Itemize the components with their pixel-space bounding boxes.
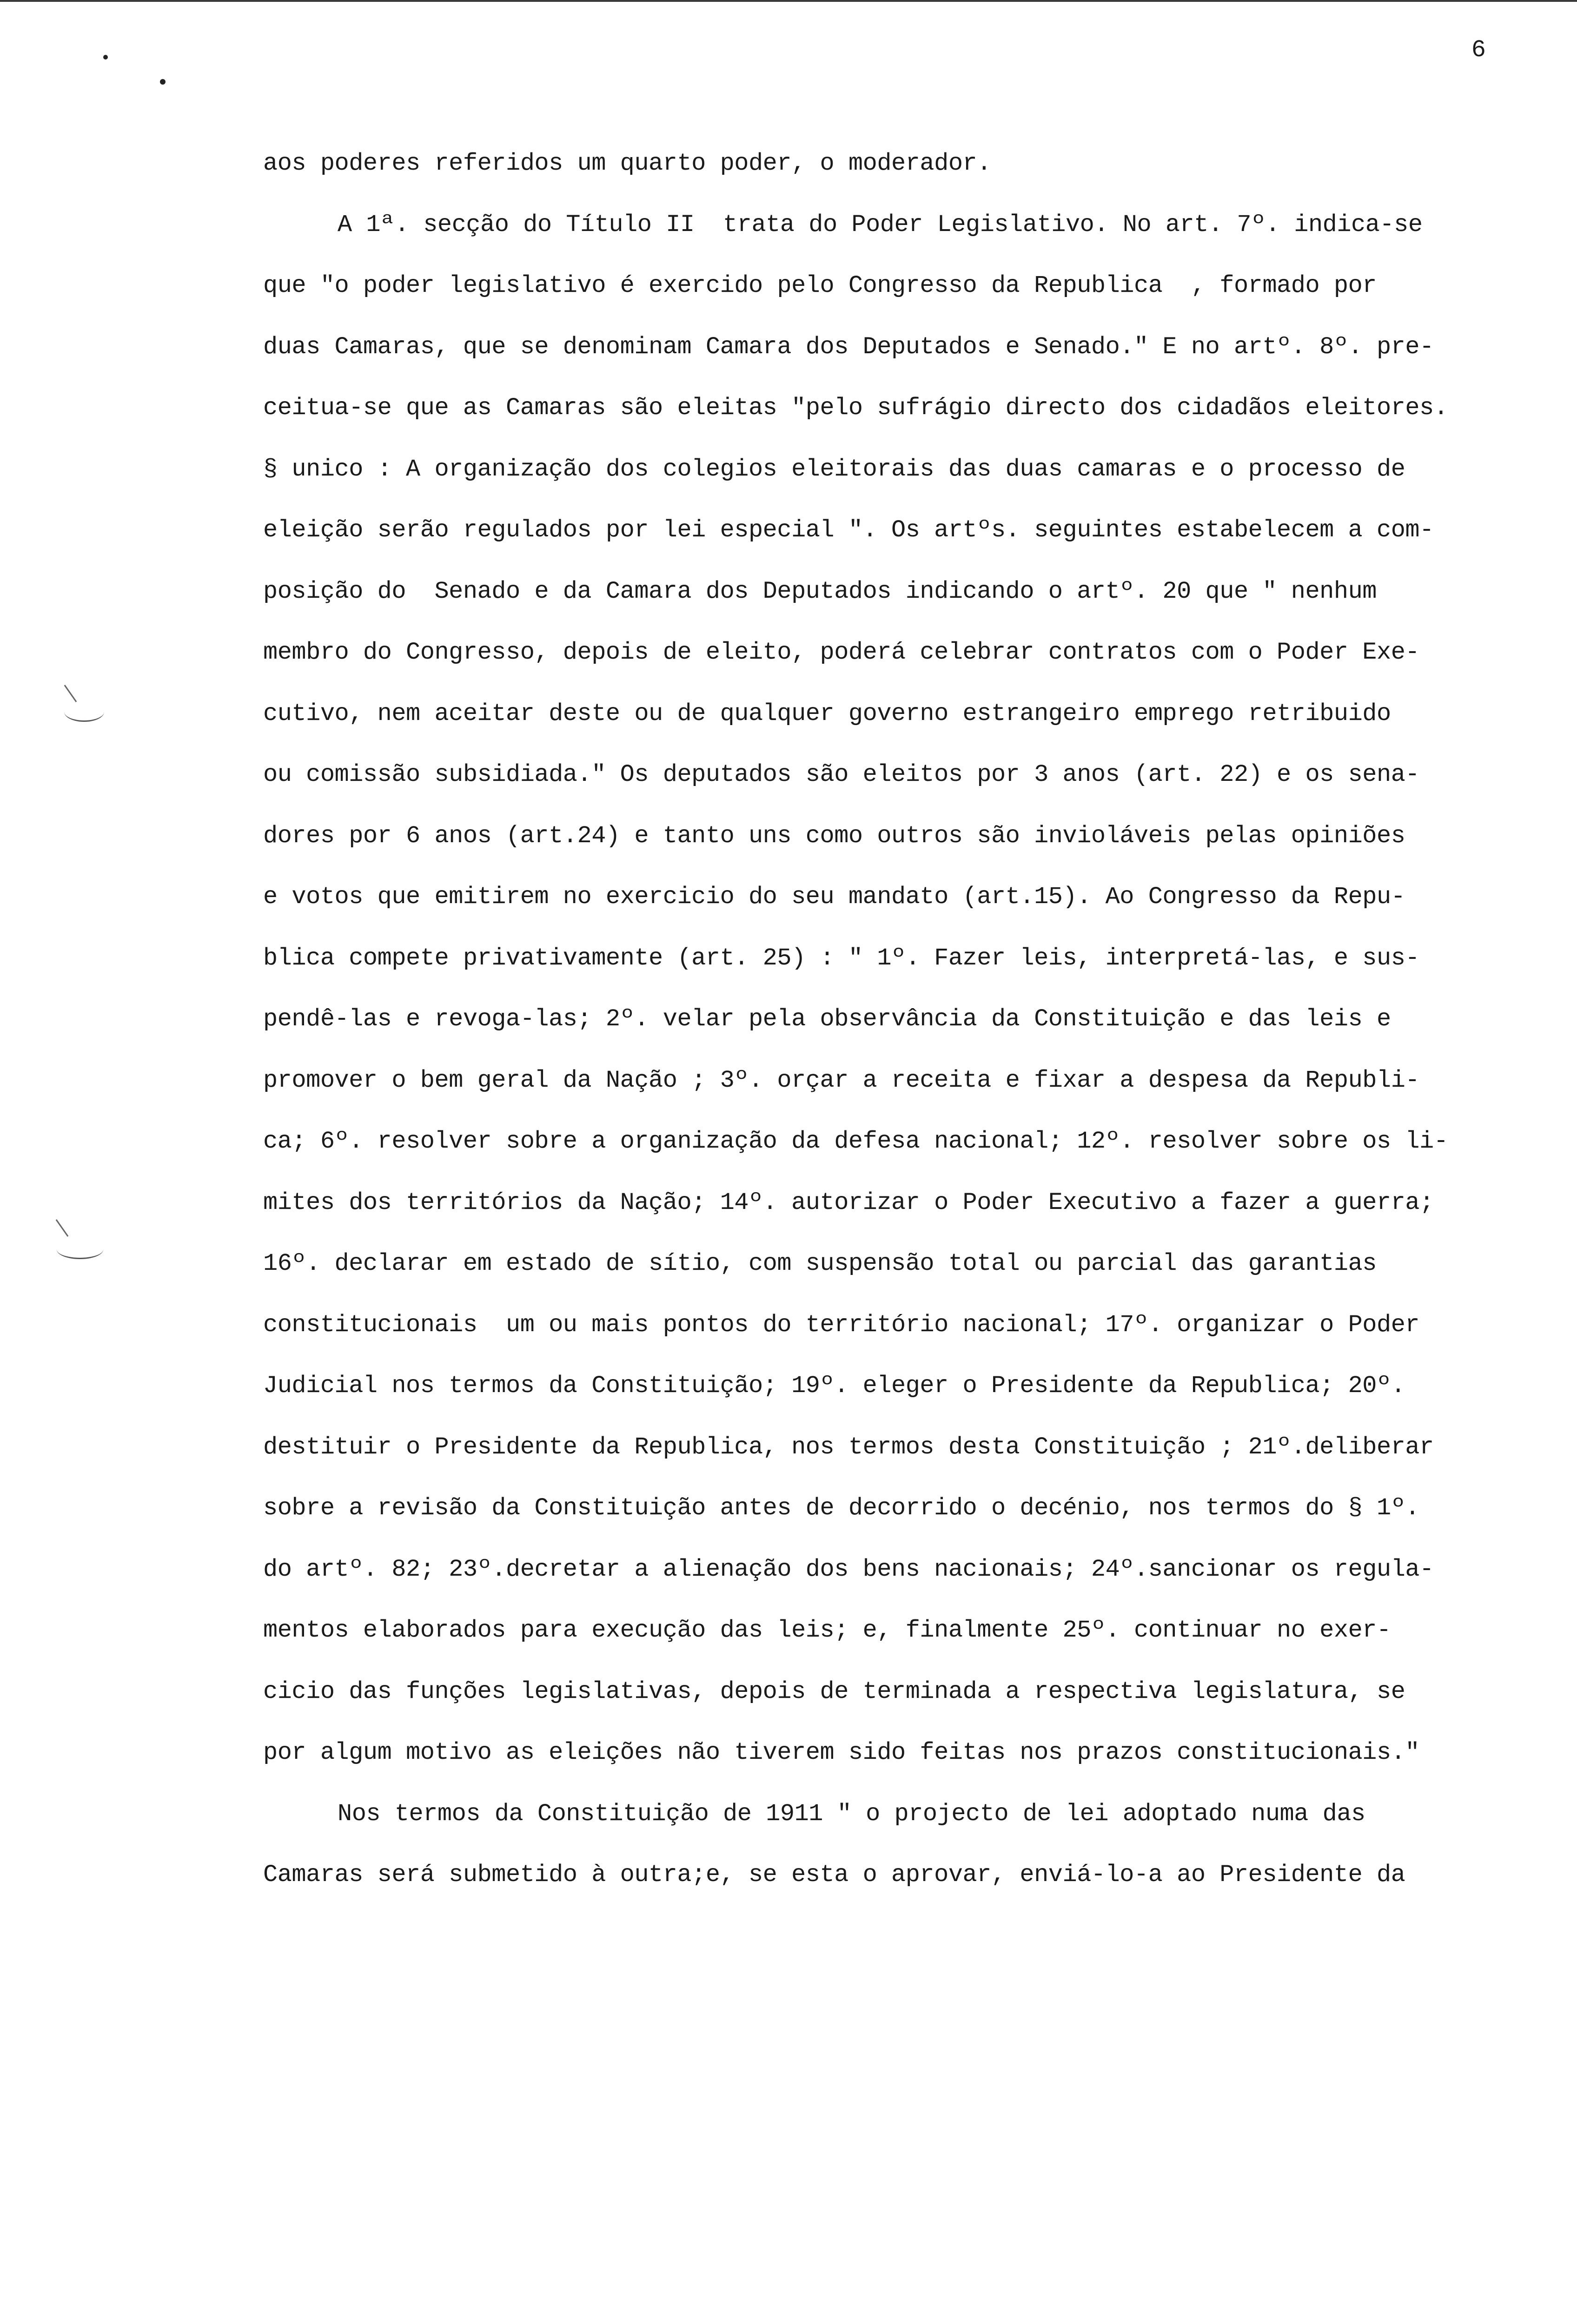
- text-line: do artº. 82; 23º.decretar a alienação dos bens nacionais; 24º.sancionar os regula-: [263, 1555, 1434, 1583]
- text-line: ca; 6º. resolver sobre a organização da defesa nacional; 12º. resolver sobre os li-: [263, 1128, 1448, 1155]
- text-line: membro do Congresso, depois de eleito, poderá celebrar contratos com o Poder Exe-: [263, 639, 1420, 666]
- text-line: dores por 6 anos (art.24) e tanto uns como outros são invioláveis pelas opiniões: [263, 822, 1405, 850]
- text-line: 16º. declarar em estado de sítio, com suspensão total ou parcial das garantias: [263, 1250, 1377, 1277]
- text-line: destituir o Presidente da Republica, nos termos desta Constituição ; 21º.deliberar: [263, 1433, 1434, 1461]
- text-line: sobre a revisão da Constituição antes de decorrido o decénio, nos termos do § 1º.: [263, 1494, 1420, 1522]
- text-line: e votos que emitirem no exercicio do seu mandato (art.15). Ao Congresso da Repu-: [263, 883, 1405, 911]
- scan-top-border: [0, 0, 1577, 2]
- text-line: pendê-las e revoga-las; 2º. velar pela observância da Constituição e das leis e: [263, 1005, 1391, 1033]
- text-line: posição do Senado e da Camara dos Deputados indicando o artº. 20 que " nenhum: [263, 577, 1377, 605]
- text-line: duas Camaras, que se denominam Camara dos Deputados e Senado." E no artº. 8º. pre-: [263, 333, 1434, 361]
- text-line: constitucionais um ou mais pontos do território nacional; 17º. organizar o Poder: [263, 1311, 1420, 1339]
- margin-pencil-mark: [57, 1240, 103, 1259]
- document-body: [263, 133, 1546, 1906]
- text-line: § unico : A organização dos colegios eleitorais das duas camaras e o processo de: [263, 455, 1405, 483]
- scan-speck: [103, 55, 108, 59]
- text-line: ceitua-se que as Camaras são eleitas "pelo sufrágio directo dos cidadãos eleitores.: [263, 394, 1448, 422]
- text-line: mites dos territórios da Nação; 14º. autorizar o Poder Executivo a fazer a guerra;: [263, 1188, 1434, 1216]
- page-number: 6: [1471, 36, 1486, 64]
- text-line: cicio das funções legislativas, depois de terminada a respectiva legislatura, se: [263, 1677, 1405, 1705]
- text-line: que "o poder legislativo é exercido pelo Congresso da Republica , formado por: [263, 272, 1377, 299]
- text-line: A 1ª. secção do Título II trata do Poder Legislativo. No art. 7º. indica-se: [338, 211, 1423, 238]
- margin-tick-mark: [56, 1219, 69, 1237]
- text-line: Nos termos da Constituição de 1911 " o projecto de lei adoptado numa das: [338, 1800, 1365, 1828]
- margin-pencil-mark: [64, 702, 104, 722]
- text-line: eleição serão regulados por lei especial ". Os artºs. seguintes estabelecem a com-: [263, 516, 1434, 544]
- text-line: mentos elaborados para execução das leis; e, finalmente 25º. continuar no exer-: [263, 1617, 1391, 1644]
- margin-tick-mark: [64, 685, 77, 702]
- text-line: blica compete privativamente (art. 25) : " 1º. Fazer leis, interpretá-las, e sus-: [263, 944, 1420, 972]
- text-line: promover o bem geral da Nação ; 3º. orçar a receita e fixar a despesa da Republi-: [263, 1066, 1420, 1094]
- text-line: Camaras será submetido à outra;e, se esta o aprovar, enviá-lo-a ao Presidente da: [263, 1861, 1405, 1888]
- text-line: aos poderes referidos um quarto poder, o moderador.: [263, 150, 991, 177]
- scan-speck: [160, 79, 166, 85]
- text-line: ou comissão subsidiada." Os deputados são eleitos por 3 anos (art. 22) e os sena-: [263, 761, 1420, 788]
- text-line: por algum motivo as eleições não tiverem sido feitas nos prazos constitucionais.": [263, 1739, 1420, 1766]
- text-line: cutivo, nem aceitar deste ou de qualquer governo estrangeiro emprego retribuido: [263, 700, 1391, 727]
- text-line: Judicial nos termos da Constituição; 19º. eleger o Presidente da Republica; 20º.: [263, 1372, 1405, 1400]
